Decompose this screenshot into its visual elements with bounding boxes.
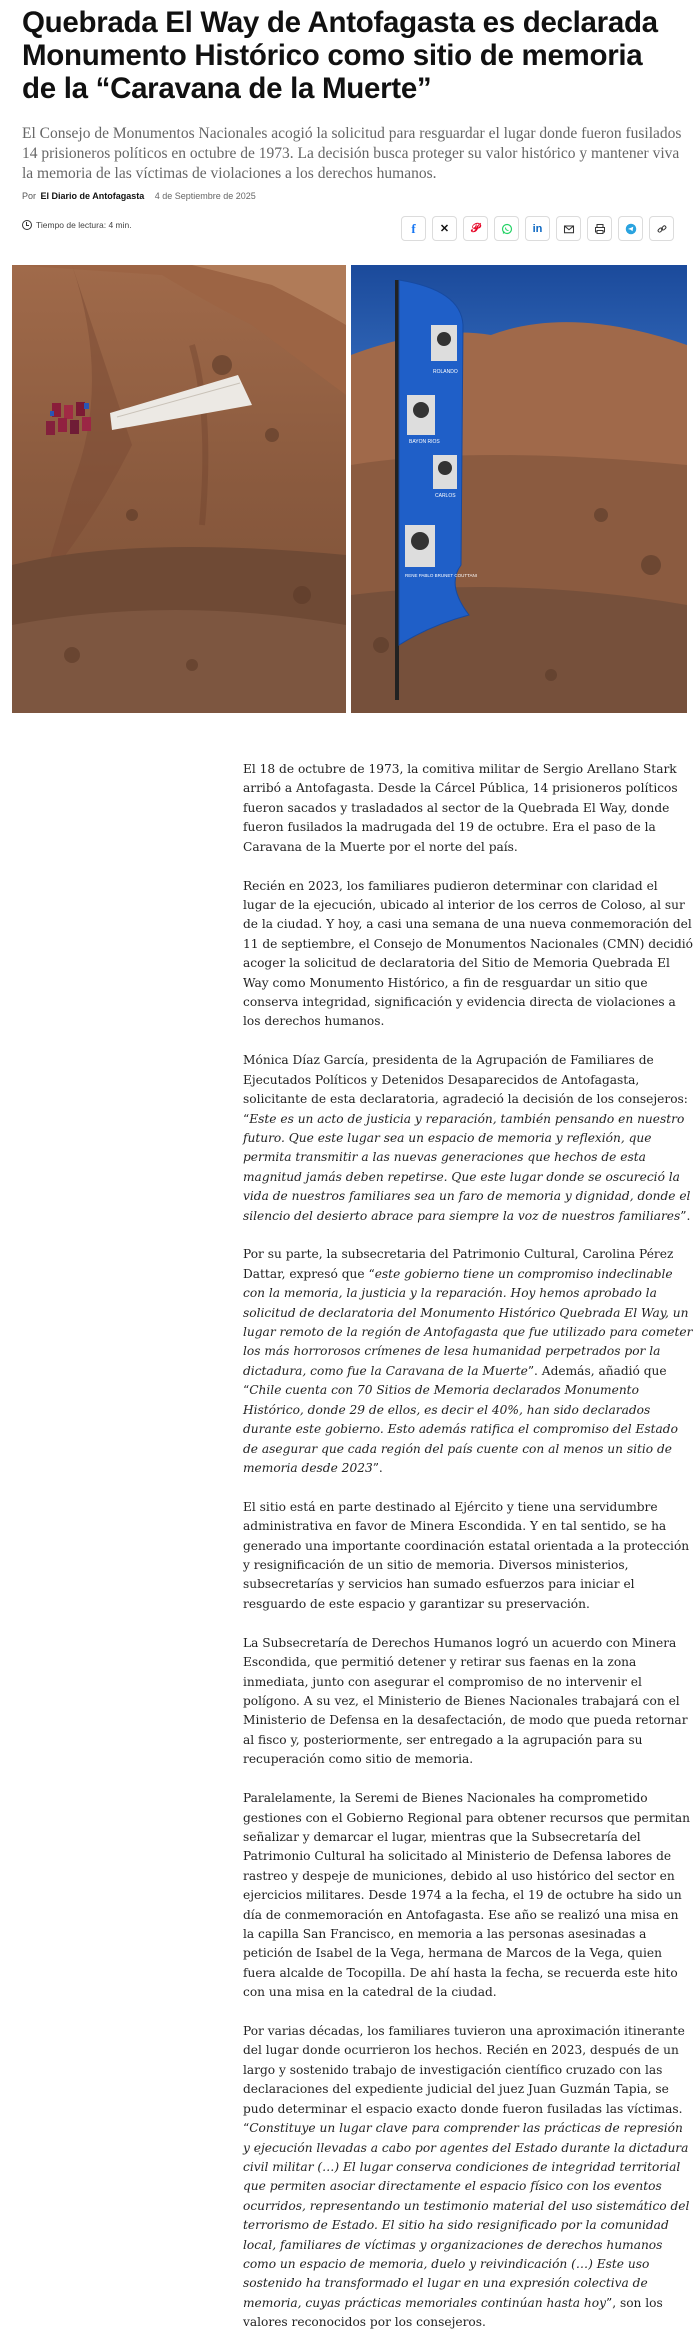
byline-prefix: Por <box>22 191 37 201</box>
quote-subsecretaria-2: Chile cuenta con 70 Sitios de Memoria declarados Monumento Histórico, donde 29 de ellos, es decir el 40%, han sido declarados durante este gobierno. Esto además ratifica el compromiso del Estado de asegurar que cada región del país cuente con al menos un sitio de memoria desde 2023 <box>243 1383 678 1475</box>
whatsapp-icon <box>501 223 513 235</box>
paragraph-2: Recién en 2023, los familiares pudieron determinar con claridad el lugar de la ejecución, ubicado al interior de los cerros de Coloso, al sur de la ciudad. Y hoy, a casi una semana de una nueva conmemoración del 11 de septiembre, el Consejo de Monumentos Nacionales (CMN) decidió acoger la solicitud de declaratoria del Sitio de Memoria Quebrada El Way como Monumento Histórico, a fin de resguardar un sitio que conserva integridad, significación y evidencia directa de violaciones a los derechos humanos. <box>243 878 694 1029</box>
reading-time <box>22 220 132 230</box>
clock-icon <box>22 220 32 230</box>
banner-name-2: ROLANDO <box>433 369 458 375</box>
share-email-button[interactable] <box>556 216 581 241</box>
article-headline: Quebrada El Way de Antofagasta es declarada Monumento Histórico como sitio de memoria de la “Caravana de la Muerte” <box>22 6 658 105</box>
copy-link-button[interactable] <box>649 216 674 241</box>
byline <box>22 191 256 201</box>
publish-date: 4 de Septiembre de 2025 <box>154 191 256 201</box>
telegram-icon <box>625 223 637 235</box>
email-icon <box>563 223 575 235</box>
article-dek: El Consejo de Monumentos Nacionales acogió la solicitud para resguardar el lugar donde fueron fusilados 14 prisioneros políticos en octubre de 1973. La decisión busca proteger su valor histórico y mantener viva la memoria de las víctimas de violaciones a los derechos humanos. <box>22 125 682 182</box>
memorial-banner-photo <box>351 265 687 713</box>
facebook-icon: f <box>411 220 416 236</box>
print-button[interactable] <box>587 216 612 241</box>
memorial-site-photo <box>12 265 346 713</box>
pinterest-icon: 𝒫 <box>471 221 480 235</box>
banner-name-4: RENE PABLO BRUNET COUTTANI <box>405 573 478 578</box>
quote-subsecretaria-1: este gobierno tiene un compromiso indeclinable con la memoria, la justicia y la reparación. Hoy hemos aprobado la solicitud de declaratoria del Monumento Histórico Quebrada El Way, un lugar remoto de la región de Antofagasta que fue utilizado para cometer los más horrorosos crímenes de lesa humanidad perpetrados por la dictadura, como fue la Caravana de la Muerte <box>243 1266 693 1378</box>
paragraph-8: Por varias décadas, los familiares tuvieron una aproximación itinerante del lugar donde ocurrieron los hechos. Recién en 2023, después de un largo y sostenido trabajo de investigación científico cruzado con las declaraciones del expediente judicial del juez Juan Guzmán Tapia, se pudo determinar el espacio exacto donde fueron fusiladas las víctimas. “Constituye un lugar clave para comprender las prácticas de represión y ejecución llevadas a cabo por agentes del Estado durante la dictadura civil militar (…) El lugar conserva condiciones de integridad territorial que permiten asociar directamente el espacio físico con los eventos ocurridos, representando un testimonio material del uso sistemático del terrorismo de Estado. El sitio ha sido resignificado por la comunidad local, familiares de víctimas y organizaciones de derechos humanos como un espacio de memoria, duelo y reivindicación (…) Este uso sostenido ha transformado el lugar en una expresión colectiva de memoria, cuyas prácticas memoriales continúan hasta hoy”, son los valores reconocidos por los consejeros. <box>243 2024 690 2330</box>
author-link[interactable]: El Diario de Antofagasta <box>40 191 145 201</box>
share-whatsapp-button[interactable] <box>494 216 519 241</box>
banner-name-1: BAYON RIOS <box>409 439 440 445</box>
paragraph-6: La Subsecretaría de Derechos Humanos logró un acuerdo con Minera Escondida, que permitió detener y retirar sus faenas en la zona inmediata, junto con asegurar el compromiso de no intervenir el polígono. A su vez, el Ministerio de Bienes Nacionales trabajará con el Ministerio de Defensa en la desafectación, de modo que pueda retornar al fisco y, posteriormente, ser entregado a la agrupación para su recuperación como sitio de memoria. <box>243 1635 688 1767</box>
quote-consejeros: Constituye un lugar clave para comprender las prácticas de represión y ejecución llevadas a cabo por agentes del Estado durante la dictadura civil militar (…) El lugar conserva condiciones de integridad territorial que permiten asociar directamente el espacio físico con los eventos ocurridos, representando un testimonio material del uso sistemático del terrorismo de Estado. El sitio ha sido resignificado por la comunidad local, familiares de víctimas y organizaciones de derechos humanos como un espacio de memoria, duelo y reivindicación (…) Este uso sostenido ha transformado el lugar en una expresión colectiva de memoria, cuyas prácticas memoriales continúan hasta hoy <box>243 2121 690 2310</box>
linkedin-icon: in <box>532 222 543 235</box>
copy-link-icon <box>656 223 668 235</box>
share-telegram-button[interactable] <box>618 216 643 241</box>
share-bar <box>401 216 674 241</box>
quote-monica: Este es un acto de justicia y reparación, también pensando en nuestro futuro. Que este lugar sea un espacio de memoria y reflexión, que permita transmitir a las nuevas generaciones que hechos de esta magnitud jamás deben repetirse. Que este lugar donde se oscureció la vida de nuestros familiares sea un faro de memoria y dignidad, donde el silencio del desierto abrace para siempre la voz de nuestros familiares <box>243 1111 691 1223</box>
print-icon <box>594 223 606 235</box>
paragraph-1: El 18 de octubre de 1973, la comitiva militar de Sergio Arellano Stark arribó a Antofagasta. Desde la Cárcel Pública, 14 prisioneros políticos fueron sacados y trasladados al sector de la Quebrada El Way, donde fueron fusilados la madrugada del 19 de octubre. Era el paso de la Caravana de la Muerte por el norte del país. <box>243 762 678 854</box>
share-facebook-button[interactable] <box>401 216 426 241</box>
share-linkedin-button[interactable] <box>525 216 550 241</box>
banner-name-3: CARLOS <box>435 493 456 499</box>
reading-time-label: Tiempo de lectura: 4 min. <box>36 220 132 230</box>
article-body <box>243 760 693 2343</box>
paragraph-7: Paralelamente, la Seremi de Bienes Nacionales ha comprometido gestiones con el Gobierno Regional para obtener recursos que permitan señalizar y demarcar el lugar, mientras que la Subsecretaría del Patrimonio Cultural ha solicitado al Ministerio de Defensa labores de rastreo y despeje de municiones, debido al uso histórico del sector en ejercicios militares. Desde 1974 a la fecha, el 19 de octubre ha sido un día de conmemoración en Antofagasta. Ese año se realizó una misa en la capilla San Francisco, en memoria a las personas asesinadas a petición de Isabel de la Vega, hermana de Marcos de la Vega, quien fuera alcalde de Tocopilla. De ahí hasta la fecha, se recuerda este hito con una misa en la catedral de la ciudad. <box>243 1791 690 2000</box>
paragraph-5: El sitio está en parte destinado al Ejército y tiene una servidumbre administrativa en favor de Minera Escondida. Y en tal sentido, se ha generado una importante coordinación estatal orientada a la protección y resignificación de un sitio de memoria. Diversos ministerios, subsecretarías y servicios han sumado esfuerzos para iniciar el resguardo de este espacio y garantizar su preservación. <box>243 1499 690 1611</box>
paragraph-3: Mónica Díaz García, presidenta de la Agrupación de Familiares de Ejecutados Políticos y Detenidos Desaparecidos de Antofagasta, solicitante de esta declaratoria, agradeció la decisión de los consejeros: “Este es un acto de justicia y reparación, también pensando en nuestro futuro. Que este lugar sea un espacio de memoria y reflexión, que permita transmitir a las nuevas generaciones que hechos de esta magnitud jamás deben repetirse. Que este lugar donde se oscureció la vida de nuestros familiares sea un faro de memoria y dignidad, donde el silencio del desierto abrace para siempre la voz de nuestros familiares”. <box>243 1053 691 1223</box>
paragraph-4: Por su parte, la subsecretaria del Patrimonio Cultural, Carolina Pérez Dattar, expresó que “este gobierno tiene un compromiso indeclinable con la memoria, la justicia y la reparación. Hoy hemos aprobado la solicitud de declaratoria del Monumento Histórico Quebrada El Way, un lugar remoto de la región de Antofagasta que fue utilizado para cometer los más horrorosos crímenes de lesa humanidad perpetrados por la dictadura, como fue la Caravana de la Muerte”. Además, añadió que “Chile cuenta con 70 Sitios de Memoria declarados Monumento Histórico, donde 29 de ellos, es decir el 40%, han sido declarados durante este gobierno. Esto además ratifica el compromiso del Estado de asegurar que cada región del país cuente con al menos un sitio de memoria desde 2023”. <box>243 1247 693 1475</box>
share-pinterest-button[interactable] <box>463 216 488 241</box>
x-icon: ✕ <box>439 223 450 235</box>
share-x-button[interactable] <box>432 216 457 241</box>
